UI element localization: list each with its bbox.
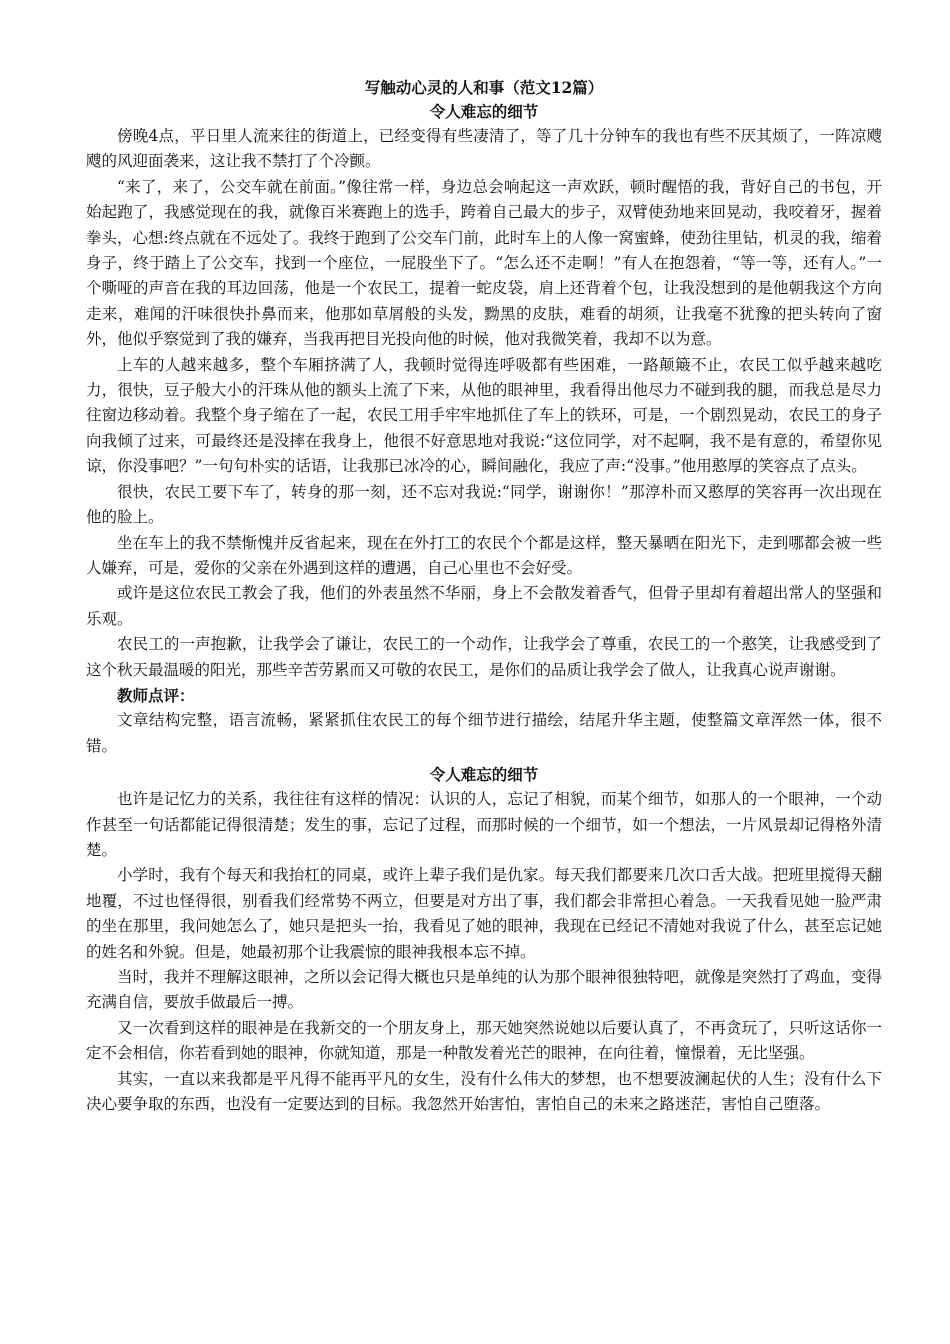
essay-paragraph: 小学时，我有个每天和我抬杠的同桌，或许上辈子我们是仇家。每天我们都要来几次口舌大战。把班里搅得天翻地覆，不过也怪得很，别看我们经常势不两立，但要是对方出了事，我们都会非常担心着急。一天我看见她一脸严肃的坐在那里，我问她怎么了，她只是把头一抬，我看见了她的眼神，我现在已经记不清她对我说了什么，甚至忘记她的姓名和外貌。但是，她最初那个让我震惊的眼神我根本忘不掉。 [86,866,882,961]
document-page [86,76,882,1117]
essay-paragraph: 其实，一直以来我都是平凡得不能再平凡的女生，没有什么伟大的梦想，也不想要波澜起伏的人生；没有什么下决心要争取的东西，也没有一定要达到的目标。我忽然开始害怕，害怕自己的未来之路迷茫，害怕自己堕落。 [86,1069,882,1114]
document-title: 写触动心灵的人和事（范文12篇） [364,78,604,97]
teacher-comment: 文章结构完整，语言流畅，紧紧抓住农民工的每个细节进行描绘，结尾升华主题，使整篇文章浑然一体，很不错。 [86,711,882,755]
essay-paragraph: 又一次看到这样的眼神是在我新交的一个朋友身上，那天她突然说她以后要认真了，不再贪玩了，只听这话你一定不会相信，你若看到她的眼神，你就知道，那是一种散发着光芒的眼神，在向往着，憧憬着，无比坚强。 [86,1018,882,1063]
essay-heading: 令人难忘的细节 [429,102,539,121]
essay-paragraph: 或许是这位农民工教会了我，他们的外表虽然不华丽，身上不会散发着香气，但骨子里却有着超出常人的坚强和乐观。 [86,584,882,628]
essay-paragraph: 农民工的一声抱歉，让我学会了谦让，农民工的一个动作，让我学会了尊重，农民工的一个憨笑，让我感受到了这个秋天最温暖的阳光，那些辛苦劳累而又可敬的农民工，是你们的品质让我学会了做人，让我真心说声谢谢。 [86,635,882,679]
essay-paragraph: 傍晚4点，平日里人流来往的街道上，已经变得有些凄清了，等了几十分钟车的我也有些不厌其烦了，一阵凉飕飕的风迎面袭来，这让我不禁打了个冷颤。 [86,127,882,171]
essay-paragraph: 上车的人越来越多，整个车厢挤满了人，我顿时觉得连呼吸都有些困难，一路颠簸不止，农民工似乎越来越吃力，很快，豆子般大小的汗珠从他的额头上流了下来，从他的眼神里，我看得出他尽力不碰到我的腿，而我总是尽力往窗边移动着。我整个身子缩在了一起，农民工用手牢牢地抓住了车上的铁环，可是，一个剧烈晃动，农民工的身子向我倾了过来，可最终还是没摔在我身上，他很不好意思地对我说:“这位同学，对不起啊，我不是有意的，希望你见谅，你没事吧？”一句句朴实的话语，让我那已冰冷的心，瞬间融化，我应了声:“没事。”他用憨厚的笑容点了点头。 [86,355,882,476]
essay-section-1 [86,100,882,759]
essay-heading: 令人难忘的细节 [429,765,539,785]
essay-paragraph: 也许是记忆力的关系，我往往有这样的情况：认识的人，忘记了相貌，而某个细节，如那人的一个眼神，一个动作甚至一句话都能记得很清楚；发生的事，忘记了过程，而那时候的一个细节，如一个想法，一片风景却记得格外清楚。 [86,790,882,859]
essay-paragraph: 坐在车上的我不禁惭愧并反省起来，现在在外打工的农民个个都是这样，整天暴晒在阳光下，走到哪都会被一些人嫌弃，可是，爱你的父亲在外遇到这样的遭遇，自己心里也不会好受。 [86,533,882,577]
essay-section-2 [86,763,882,1117]
essay-paragraph: 很快，农民工要下车了，转身的那一刻，还不忘对我说:“同学，谢谢你！”那淳朴而又憨厚的笑容再一次出现在他的脸上。 [86,482,882,527]
teacher-comment-label: 教师点评： [117,685,195,705]
essay-paragraph: 当时，我并不理解这眼神，之所以会记得大概也只是单纯的认为那个眼神很独特吧，就像是突然打了鸡血，变得充满自信，要放手做最后一搏。 [86,968,882,1012]
essay-paragraph: “来了，来了，公交车就在前面。”像往常一样，身边总会响起这一声欢跃，顿时醒悟的我，背好自己的书包，开始起跑了，我感觉现在的我，就像百米赛跑上的选手，跨着自己最大的步子，双臂使劲地来回晃动，我咬着牙，握着拳头，心想:终点就在不远处了。我终于跑到了公交车门前，此时车上的人像一窝蜜蜂，使劲往里钻，机灵的我，缩着身子，终于踏上了公交车，找到一个座位，一屁股坐下了。“怎么还不走啊！”有人在抱怨着，“等一等，还有人。”一个嘶哑的声音在我的耳边回荡，他是一个农民工，提着一蛇皮袋，肩上还背着个包，让我没想到的是他朝我这个方向走来，难闻的汗味很快扑鼻而来，他那如草屑般的头发，黝黑的皮肤，难看的胡须，让我毫不犹豫的把头转向了窗外，他似乎察觉到了我的嫌弃，当我再把目光投向他的时候，他对我微笑着，我却不以为意。 [86,177,882,349]
